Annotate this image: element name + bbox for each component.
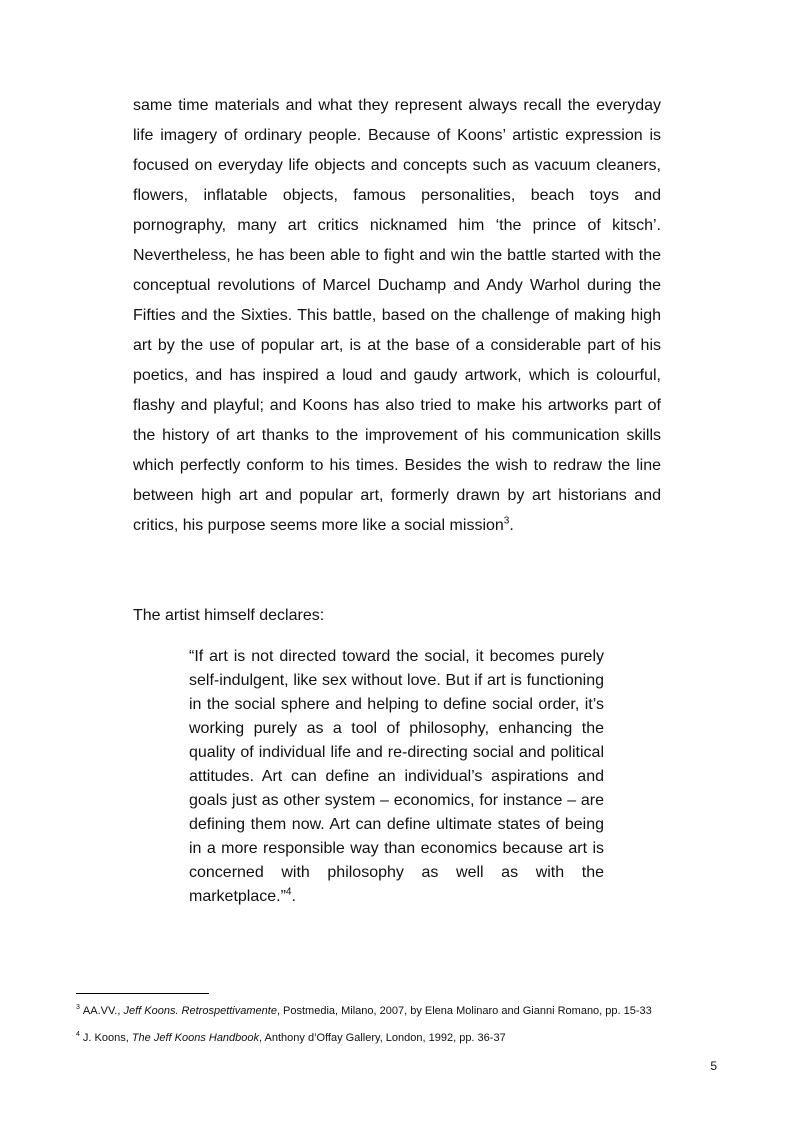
body-paragraph-text xyxy=(133,91,661,541)
quote-end: . xyxy=(291,888,296,905)
footnote-number: 4 xyxy=(76,1031,80,1039)
footnote-separator xyxy=(76,993,209,994)
footnote-ref-4: 4 xyxy=(285,886,292,898)
footnote-rest: , Anthony d’Offay Gallery, London, 1992, pp. 36-37 xyxy=(259,1032,506,1044)
footnote-prefix: J. Koons, xyxy=(82,1032,132,1044)
footnote-prefix: AA.VV., xyxy=(82,1005,124,1017)
block-quote xyxy=(189,645,604,909)
quote-text: “If art is not directed toward the social, it becomes purely self-indulgent, like sex without love. But if art is functioning in the social sphere and helping to define social order, it’s working purely as a tool of philosophy, enhancing the quality of individual life and re-directing social and political attitudes. Art can define an individual’s aspirations and goals just as other system – economics, for instance – are defining them now. Art can define ultimate states of being in a more responsible way than economics because art is concerned with philosophy as well as with the marketplace.” xyxy=(189,648,604,905)
footnote-title: Jeff Koons. Retrospettivamente xyxy=(123,1005,277,1017)
body-paragraph xyxy=(133,91,661,541)
paragraph-text: same time materials and what they represent always recall the everyday life imagery of ordinary people. Because of Koons’ artistic expression is focused on everyday life objects and concepts such as vacuum cleaners, flowers, inflatable objects, famous personalities, beach toys and pornography, many art critics nicknamed him ‘the prince of kitsch’. Nevertheless, he has been able to fight and win the battle started with the conceptual revolutions of Marcel Duchamp and Andy Warhol during the Fifties and the Sixties. This battle, based on the challenge of making high art by the use of popular art, is at the base of a considerable part of his poetics, and has inspired a loud and gaudy artwork, which is colourful, flashy and playful; and Koons has also tried to make his artworks part of the history of art thanks to the improvement of his communication skills which perfectly conform to his times. Besides the wish to redraw the line between high art and popular art, formerly drawn by art historians and critics, his purpose seems more like a social mission xyxy=(133,97,661,534)
footnote-4 xyxy=(76,1031,506,1045)
paragraph-end: . xyxy=(509,517,514,534)
footnote-ref-3: 3 xyxy=(503,515,510,527)
footnote-3 xyxy=(76,1004,652,1018)
page-number: 5 xyxy=(710,1059,717,1073)
quote-intro: The artist himself declares: xyxy=(133,607,325,624)
footnote-title: The Jeff Koons Handbook xyxy=(131,1032,260,1044)
footnote-number: 3 xyxy=(76,1004,80,1012)
footnote-rest: , Postmedia, Milano, 2007, by Elena Molinaro and Gianni Romano, pp. 15-33 xyxy=(276,1005,652,1017)
